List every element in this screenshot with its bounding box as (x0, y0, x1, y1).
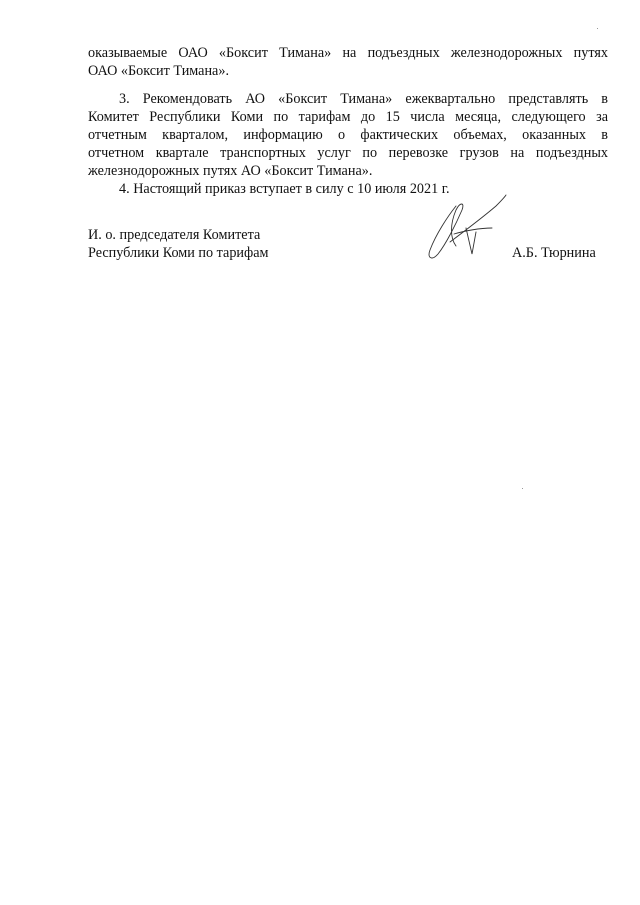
scan-speck (597, 28, 598, 29)
text-line: 4. Настоящий приказ вступает в силу с 10 июля 2021 г. (119, 181, 450, 197)
text-line: оказываемые ОАО «Боксит Тимана» на подъездных железнодорожных путях (88, 45, 608, 61)
text-line: ОАО «Боксит Тимана». (88, 63, 229, 79)
signer-position: И. о. председателя Комитета (88, 227, 261, 243)
text-line: отчетным кварталом, информацию о фактических объемах, оказанных в (88, 127, 608, 143)
text-line: отчетном квартале транспортных услуг по перевозке грузов на подъездных (88, 145, 608, 161)
scan-speck (522, 488, 523, 489)
signatory-name: А.Б. Тюрнина (512, 245, 596, 261)
signer-position: Республики Коми по тарифам (88, 245, 269, 261)
text-line: Комитет Республики Коми по тарифам до 15 числа месяца, следующего за (88, 109, 608, 125)
text-line: 3. Рекомендовать АО «Боксит Тимана» ежеквартально представлять в (119, 91, 608, 107)
text-line: железнодорожных путях АО «Боксит Тимана». (88, 163, 373, 179)
